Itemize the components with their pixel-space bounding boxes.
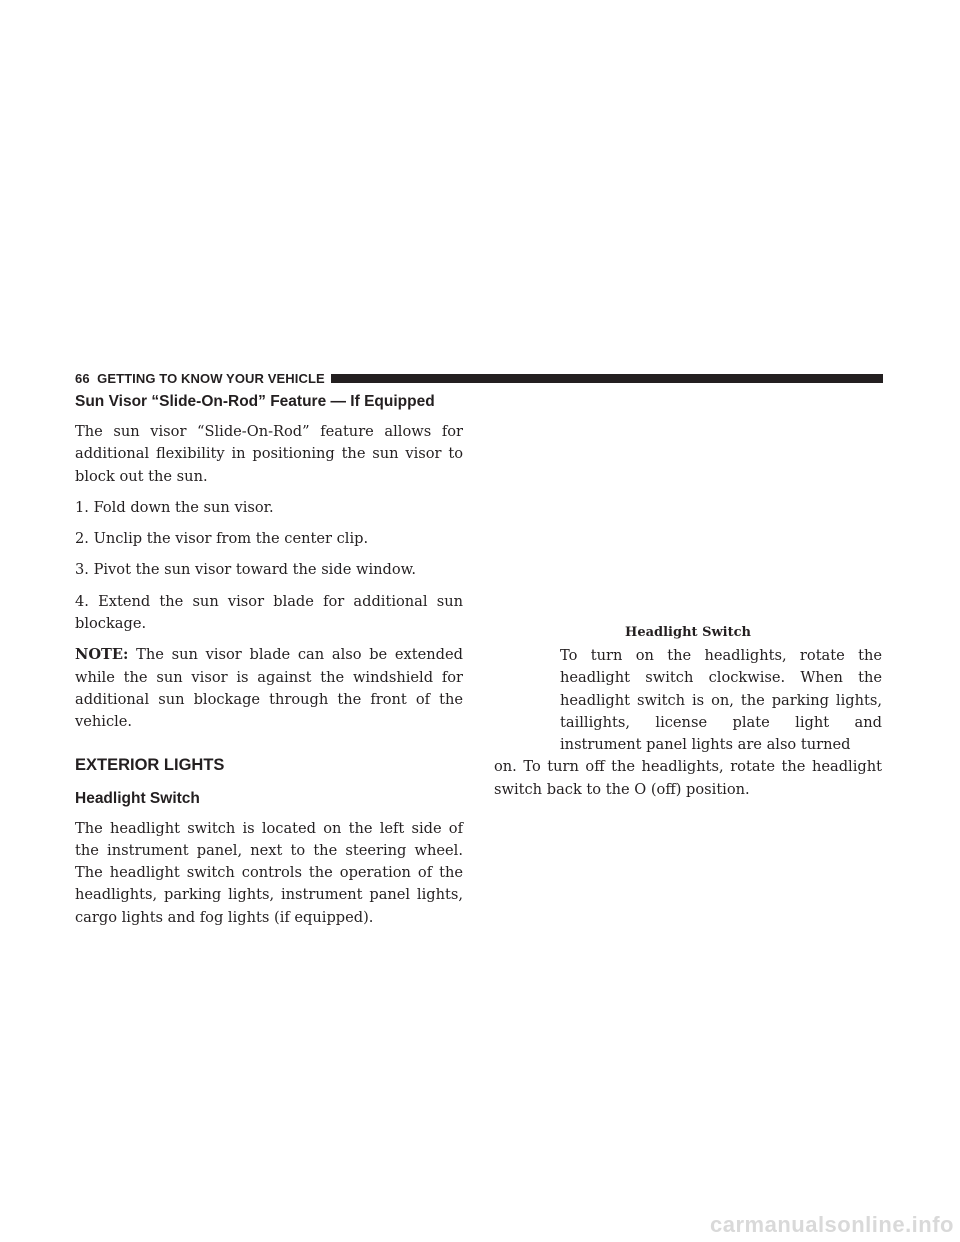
- page-number: 66: [75, 370, 90, 386]
- page-header: [75, 370, 883, 386]
- note-label: NOTE:: [75, 646, 129, 664]
- exterior-lights-heading: EXTERIOR LIGHTS: [75, 755, 225, 774]
- left-column: [75, 391, 463, 929]
- header-rule: [331, 374, 883, 383]
- headlight-switch-figure: [494, 391, 882, 621]
- section-title: GETTING TO KNOW YOUR VEHICLE: [97, 370, 325, 386]
- step-2: 2. Unclip the visor from the center clip.: [75, 530, 369, 548]
- note-paragraph: [75, 644, 463, 733]
- headlight-operation-full: on. To turn off the headlights, rotate the headlight switch back to the O (off) position.: [494, 758, 882, 798]
- step-4: 4. Extend the sun visor blade for additional sun blockage.: [75, 592, 463, 633]
- step-1: 1. Fold down the sun visor.: [75, 498, 274, 516]
- sun-visor-intro: The sun visor “Slide-On-Rod” feature allows for additional flexibility in positioning the sun visor to block out the sun.: [75, 423, 463, 485]
- step-3: 3. Pivot the sun visor toward the side window.: [75, 561, 417, 579]
- watermark: carmanualsonline.info: [710, 1212, 954, 1237]
- headlight-switch-heading: Headlight Switch: [75, 789, 200, 807]
- headlight-operation-paragraph: [494, 645, 882, 801]
- page-header-text: [75, 371, 325, 386]
- headlight-operation-indented: To turn on the headlights, rotate the headlight switch clockwise. When the headlight switch is on, the parking lights, taillights, license plate light and instrument panel lights are also turned: [560, 647, 882, 754]
- figure-caption: Headlight Switch: [625, 625, 751, 640]
- sun-visor-heading: Sun Visor “Slide-On-Rod” Feature — If Equipped: [75, 393, 435, 410]
- note-text: The sun visor blade can also be extended while the sun visor is against the windshield for additional sun blockage through the front of the vehicle.: [75, 646, 463, 731]
- headlight-switch-text: The headlight switch is located on the left side of the instrument panel, next to the steering wheel. The headlight switch controls the operation of the headlights, parking lights, instrument panel lights, cargo lights and fog lights (if equipped).: [75, 819, 463, 926]
